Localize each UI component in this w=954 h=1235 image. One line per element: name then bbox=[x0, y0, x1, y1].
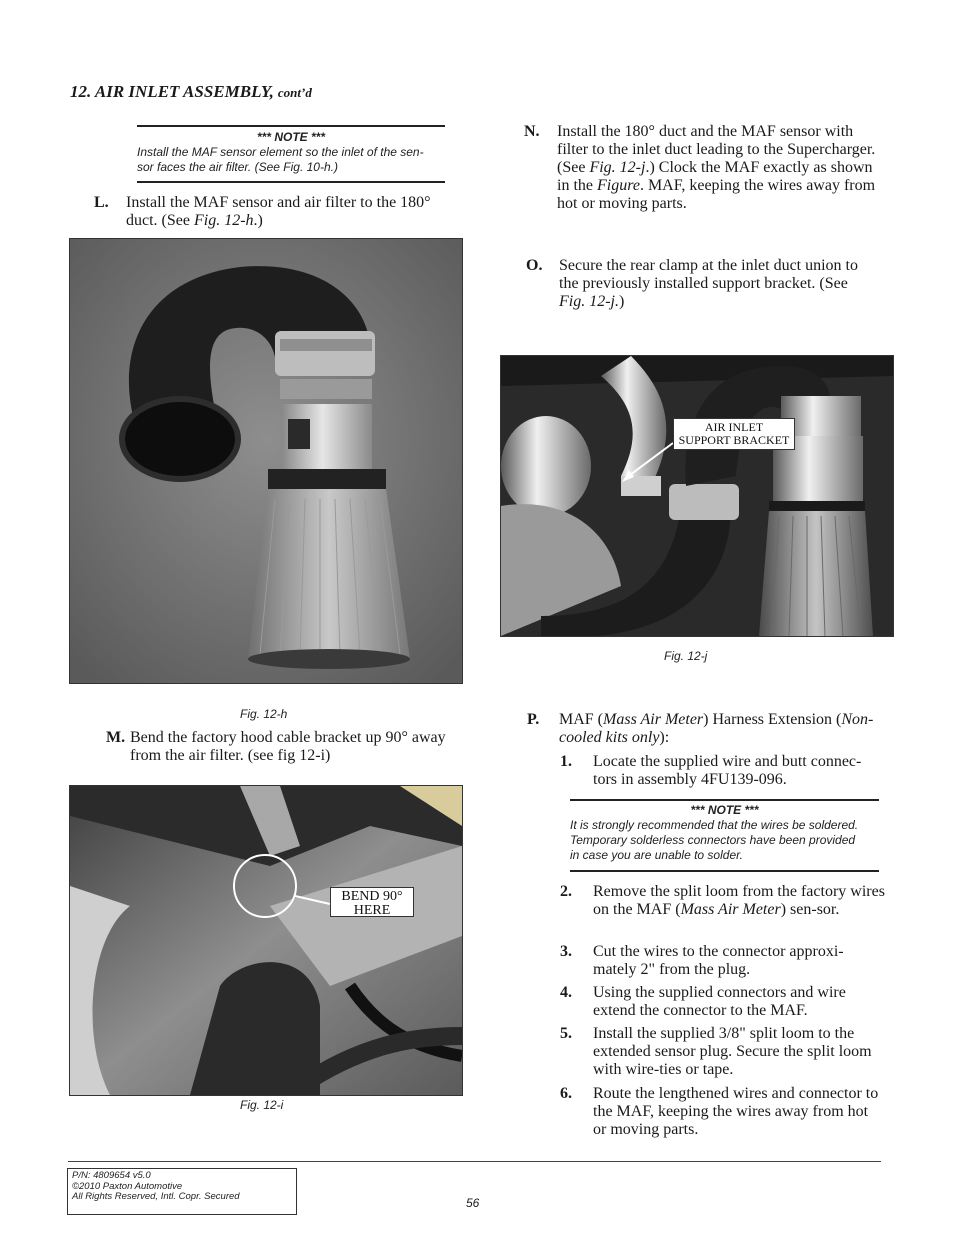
figure-reference: Fig. 12-j. bbox=[559, 293, 619, 310]
section-title bbox=[70, 82, 312, 102]
substep-text: Remove the split loom from the factory wires on the MAF (Mass Air Meter) sen-sor. bbox=[593, 883, 885, 918]
step-label: L. bbox=[94, 194, 109, 211]
note-title: *** NOTE *** bbox=[690, 803, 759, 817]
substep-6 bbox=[560, 1085, 885, 1139]
substep-text: Install the supplied 3/8" split loom to the extended sensor plug. Secure the split loom with wire-ties or tape. bbox=[593, 1025, 872, 1078]
substep-text: Route the lengthened wires and connector to the MAF, keeping the wires away from hot or moving parts. bbox=[593, 1085, 879, 1138]
step-label: O. bbox=[526, 257, 543, 274]
callout-bend-90-here: BEND 90° HERE bbox=[330, 887, 414, 917]
step-text: Secure the rear clamp at the inlet duct union to the previously installed support bracket. (See Fig. 12-j.) bbox=[559, 257, 858, 310]
step-p bbox=[527, 711, 877, 747]
note-line: Temporary solderless connectors have been provided bbox=[570, 833, 856, 847]
substep-number: 3. bbox=[560, 943, 572, 960]
step-label: P. bbox=[527, 711, 540, 728]
figure-12i-photo bbox=[69, 785, 463, 1096]
footer-line: ©2010 Paxton Automotive bbox=[72, 1180, 183, 1192]
figure-reference: Fig. 12-h bbox=[193, 212, 254, 229]
substep-5 bbox=[560, 1025, 885, 1079]
step-text: Install the 180° duct and the MAF sensor with filter to the inlet duct leading to the Supercharger. (See Fig. 12-j.) Clock the MAF exactly as shown in the Figure. MAF, keeping the wires away from hot or moving parts. bbox=[557, 123, 876, 212]
step-label: N. bbox=[524, 123, 540, 140]
substep-2 bbox=[560, 883, 885, 919]
section-title-text: 12. AIR INLET ASSEMBLY, bbox=[70, 82, 274, 101]
figure-12i-caption: Fig. 12-i bbox=[240, 1098, 284, 1112]
section-title-contd: cont’d bbox=[277, 85, 312, 100]
note-title: *** NOTE *** bbox=[256, 130, 326, 144]
substep-number: 5. bbox=[560, 1025, 572, 1042]
step-o bbox=[526, 257, 872, 311]
step-text: MAF (Mass Air Meter) Harness Extension (Non-cooled kits only): bbox=[559, 711, 874, 746]
substep-3 bbox=[560, 943, 885, 979]
step-label: M. bbox=[106, 729, 126, 746]
substep-number: 1. bbox=[560, 753, 572, 770]
step-m bbox=[106, 729, 476, 765]
figure-12h-photo bbox=[69, 238, 463, 684]
footer-divider bbox=[68, 1161, 881, 1162]
step-l bbox=[94, 194, 464, 230]
footer-copyright-box bbox=[67, 1168, 297, 1215]
substep-text: Cut the wires to the connector approxi-mately 2" from the plug. bbox=[593, 943, 844, 978]
note-line: sor faces the air filter. (See Fig. 10-h.) bbox=[137, 160, 338, 174]
substep-text: Locate the supplied wire and butt connec-tors in assembly 4FU139-096. bbox=[593, 753, 862, 788]
substep-number: 4. bbox=[560, 984, 572, 1001]
figure-12j-photo bbox=[500, 355, 894, 637]
figure-reference: Figure bbox=[597, 177, 640, 194]
step-text: Bend the factory hood cable bracket up 90° away from the air filter. (see fig 12-i) bbox=[130, 729, 446, 764]
figure-reference: Fig. 12-j bbox=[589, 159, 646, 176]
note-box-solder bbox=[570, 799, 879, 872]
substep-number: 2. bbox=[560, 883, 572, 900]
footer-line: P/N: 4809654 v5.0 bbox=[72, 1170, 151, 1181]
note-line: Install the MAF sensor element so the inlet of the sen- bbox=[137, 145, 424, 159]
footer-line: All Rights Reserved, Intl. Copr. Secured bbox=[72, 1191, 240, 1202]
page-number: 56 bbox=[466, 1196, 480, 1210]
substep-4 bbox=[560, 984, 885, 1020]
figure-12j-caption: Fig. 12-j bbox=[664, 649, 708, 663]
note-line: in case you are unable to solder. bbox=[570, 848, 743, 862]
substep-text: Using the supplied connectors and wire extend the connector to the MAF. bbox=[593, 984, 846, 1019]
step-n bbox=[524, 123, 884, 213]
note-line: It is strongly recommended that the wires be soldered. bbox=[570, 818, 859, 832]
figure-12h-caption: Fig. 12-h bbox=[240, 707, 288, 721]
substep-1 bbox=[560, 753, 885, 789]
step-text: Install the MAF sensor and air filter to the 180° duct. (See Fig. 12-h.) bbox=[126, 194, 431, 229]
note-box-maf-orientation bbox=[137, 125, 445, 183]
substep-number: 6. bbox=[560, 1085, 572, 1102]
callout-air-inlet-support-bracket: AIR INLET SUPPORT BRACKET bbox=[673, 418, 795, 450]
